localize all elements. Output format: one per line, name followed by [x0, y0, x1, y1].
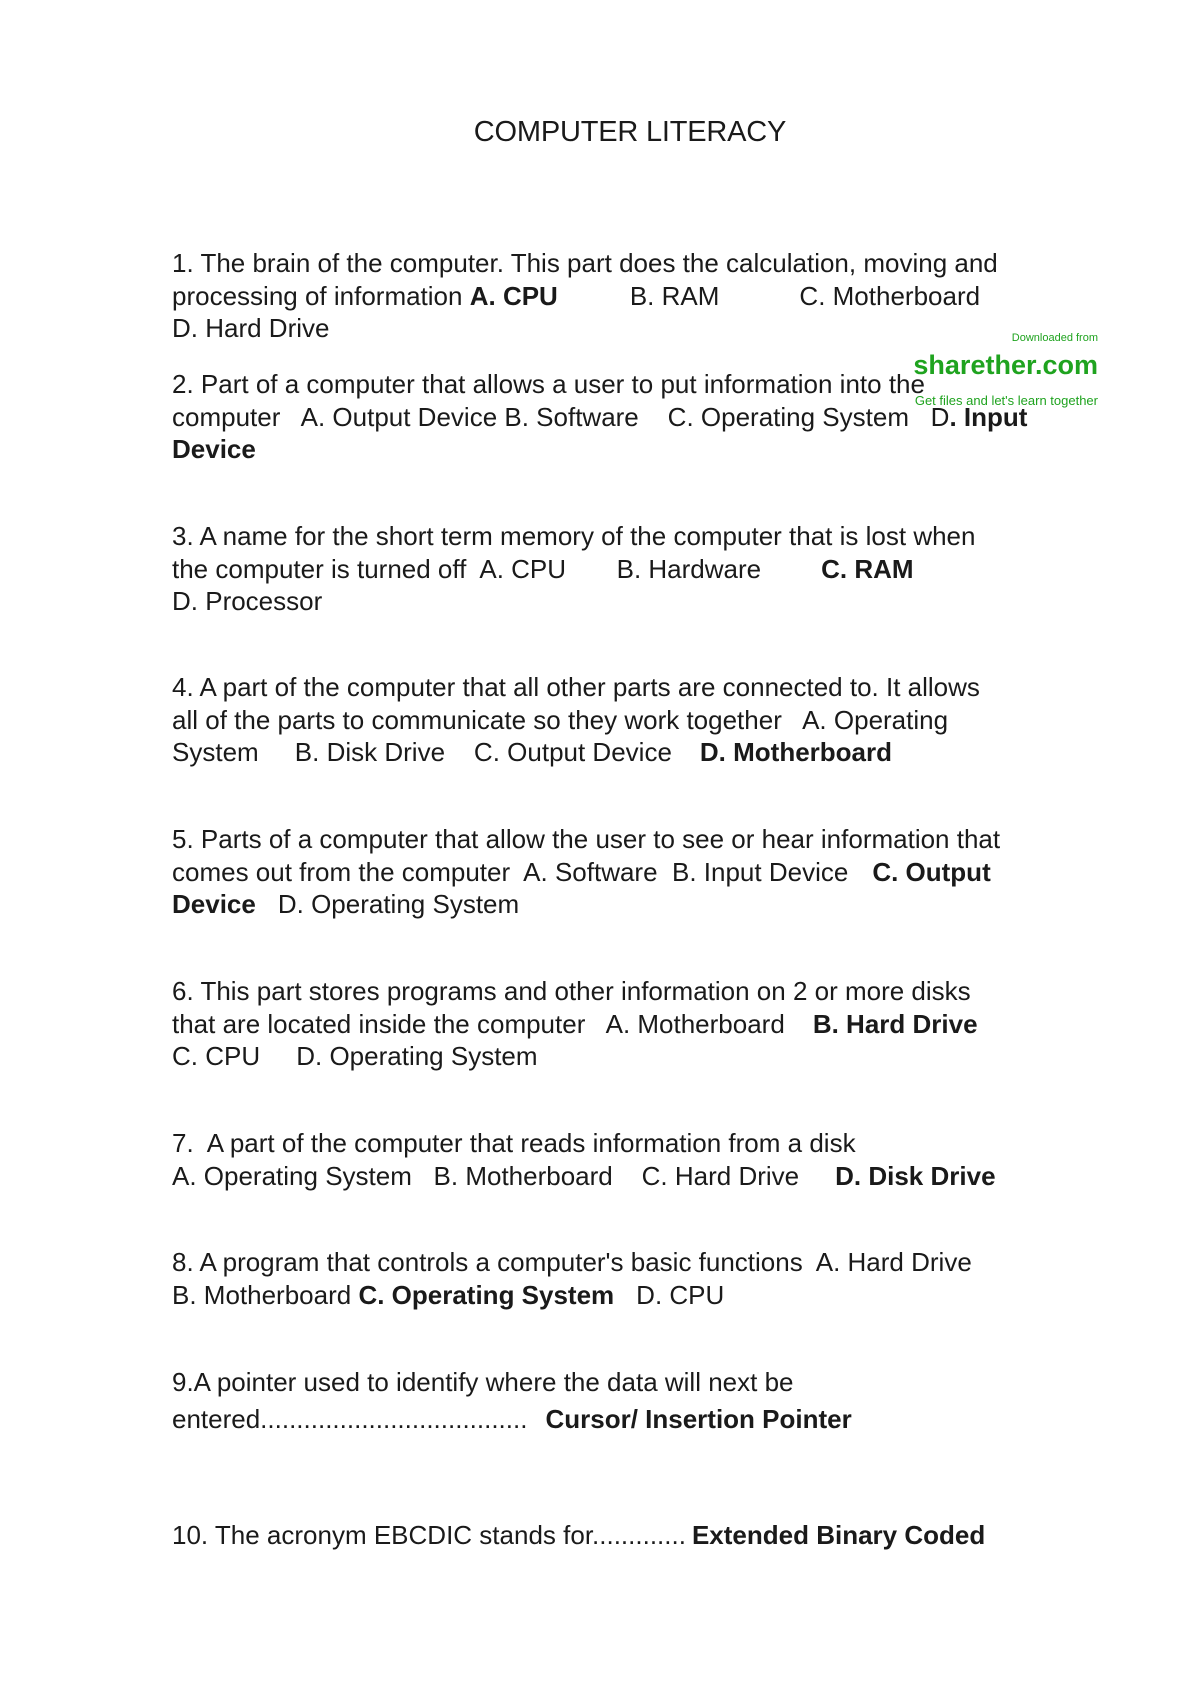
- watermark-downloaded-from: Downloaded from: [1011, 332, 1098, 344]
- answer-highlight: C. Operating System: [358, 1279, 615, 1310]
- answer-highlight: D. Motherboard: [699, 737, 893, 767]
- question-text: the computer is turned off A. CPU B. Hardware C. RAM: [172, 553, 914, 584]
- question-text: 8. A program that controls a computer's basic functions A. Hard Drive: [172, 1247, 972, 1277]
- question-4: [172, 671, 980, 769]
- question-text: entered..................................... Cursor/ Insertion Pointer: [172, 1403, 852, 1434]
- question-text: 10. The acronym EBCDIC stands for............. Extended Binary Coded: [172, 1520, 986, 1550]
- question-7: [172, 1127, 996, 1192]
- question-text: System B. Disk Drive C. Output Device D. Motherboard: [172, 737, 893, 767]
- answer-highlight: Extended Binary Coded: [691, 1520, 986, 1550]
- question-6: [172, 975, 978, 1073]
- question-text: D. Processor: [172, 586, 323, 616]
- answer-highlight: Cursor/ Insertion Pointer: [545, 1403, 852, 1434]
- question-text: Device D. Operating System: [172, 889, 520, 919]
- question-10: [172, 1519, 985, 1552]
- question-text: 5. Parts of a computer that allow the user to see or hear information that: [172, 824, 1001, 854]
- answer-highlight: Device: [172, 889, 256, 919]
- question-9: [172, 1366, 852, 1435]
- answer-highlight: . Input: [949, 401, 1028, 432]
- question-text: all of the parts to communicate so they work together A. Operating: [172, 704, 949, 735]
- question-text: B. Motherboard C. Operating System D. CPU: [172, 1279, 725, 1310]
- watermark-tagline: Get files and let's learn together: [914, 393, 1098, 408]
- answer-highlight: A. CPU: [469, 280, 558, 311]
- answer-highlight: Device: [172, 434, 256, 464]
- answer-highlight: B. Hard Drive: [812, 1008, 978, 1039]
- question-8: [172, 1246, 972, 1311]
- question-text: 2. Part of a computer that allows a user to put information into the: [172, 369, 925, 399]
- answer-highlight: D. Disk Drive: [835, 1160, 996, 1191]
- question-text: 1. The brain of the computer. This part does the calculation, moving and: [172, 248, 998, 278]
- answer-highlight: C. RAM: [821, 553, 914, 584]
- question-text: processing of information A. CPU B. RAM C. Motherboard: [172, 280, 981, 311]
- question-text: 7. A part of the computer that reads information from a disk: [172, 1128, 856, 1158]
- question-text: 9.A pointer used to identify where the data will next be: [172, 1367, 794, 1397]
- question-5: [172, 823, 1000, 921]
- question-text: 6. This part stores programs and other information on 2 or more disks: [172, 976, 971, 1006]
- question-2: [172, 368, 1027, 466]
- question-3: [172, 520, 975, 618]
- watermark-site-link[interactable]: sharether.com: [913, 350, 1098, 380]
- question-text: C. CPU D. Operating System: [172, 1041, 538, 1071]
- page-title: COMPUTER LITERACY: [473, 116, 787, 148]
- question-text: 4. A part of the computer that all other parts are connected to. It allows: [172, 672, 980, 702]
- question-text: D. Hard Drive: [172, 313, 330, 343]
- question-text: computer A. Output Device B. Software C. Operating System D. Input: [172, 401, 1028, 432]
- question-text: A. Operating System B. Motherboard C. Hard Drive D. Disk Drive: [172, 1160, 996, 1191]
- question-text: 3. A name for the short term memory of the computer that is lost when: [172, 521, 976, 551]
- answer-highlight: C. Output: [872, 856, 991, 887]
- question-1: [172, 247, 998, 345]
- question-text: that are located inside the computer A. Motherboard B. Hard Drive: [172, 1008, 978, 1039]
- question-text: comes out from the computer A. Software B. Input Device C. Output: [172, 856, 991, 887]
